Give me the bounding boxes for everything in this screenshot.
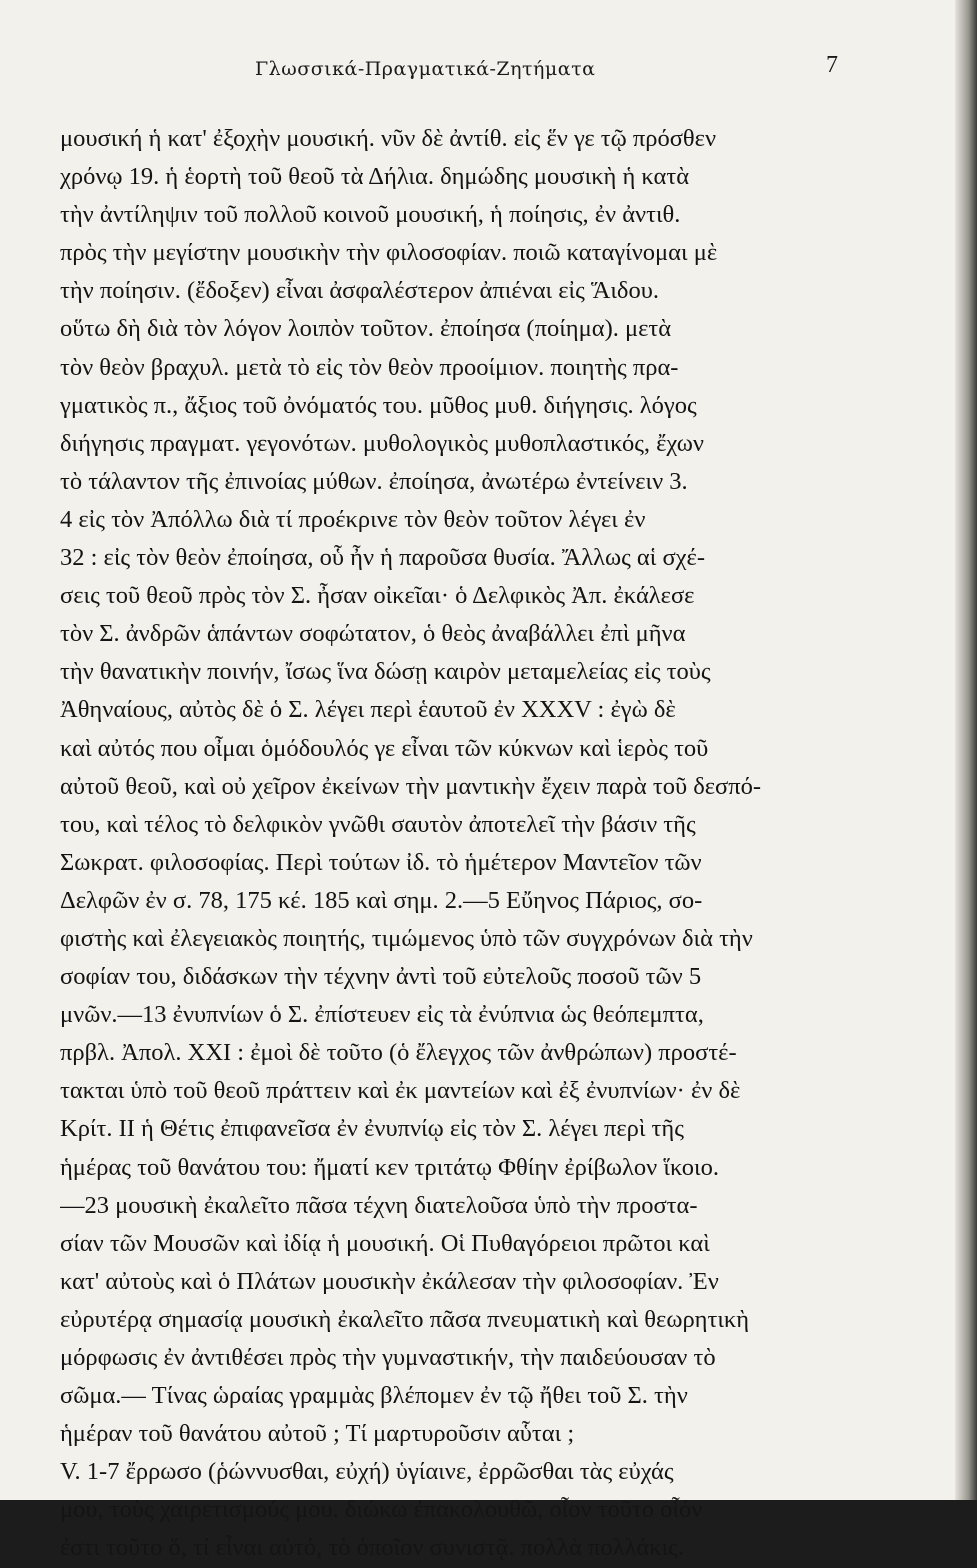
text-line: V. 1-7 ἔρρωσο (ῥώννυσθαι, εὐχή) ὑγίαινε, ἐρρῶσθαι τὰς εὐχάς bbox=[60, 1458, 674, 1486]
text-line: Ἀθηναίους, αὐτὸς δὲ ὁ Σ. λέγει περὶ ἑαυτοῦ ἐν XXXV : ἐγὼ δὲ bbox=[60, 696, 676, 724]
text-line: χρόνῳ 19. ἡ ἑορτὴ τοῦ θεοῦ τὰ Δήλια. δημώδης μουσικὴ ἡ κατὰ bbox=[60, 163, 690, 191]
text-line: διήγησις πραγματ. γεγονότων. μυθολογικὸς μυθοπλαστικός, ἔχων bbox=[60, 429, 704, 457]
page-edge-shadow bbox=[955, 0, 977, 1500]
text-line: τακται ὑπὸ τοῦ θεοῦ πράττειν καὶ ἐκ μαντείων καὶ ἐξ ἐνυπνίων· ἐν δὲ bbox=[60, 1077, 741, 1105]
page-number: 7 bbox=[826, 52, 838, 78]
text-line: ἡμέρας τοῦ θανάτου του: ἤματί κεν τριτάτῳ Φθίην ἐρίβωλον ἵκοιο. bbox=[60, 1153, 719, 1181]
text-line: κατ' αὐτοὺς καὶ ὁ Πλάτων μουσικὴν ἐκάλεσαν τὴν φιλοσοφίαν. Ἐν bbox=[60, 1267, 719, 1295]
running-title: Γλωσσικά-Πραγματικά-Ζητήματα bbox=[255, 58, 596, 80]
text-line: μουσική ἡ κατ' ἐξοχὴν μουσική. νῦν δὲ ἀντίθ. εἰς ἕν γε τῷ πρόσθεν bbox=[60, 125, 717, 152]
text-line: τὸν θεὸν βραχυλ. μετὰ τὸ εἰς τὸν θεὸν προοίμιον. ποιητὴς πρα- bbox=[60, 353, 679, 381]
text-line: αὐτοῦ θεοῦ, καὶ οὐ χεῖρον ἐκείνων τὴν μαντικὴν ἔχειν παρὰ τοῦ δεσπό- bbox=[60, 772, 762, 800]
text-line: τὴν ἀντίληψιν τοῦ πολλοῦ κοινοῦ μουσική, ἡ ποίησις, ἐν ἀντιθ. bbox=[60, 201, 681, 229]
text-line: οὕτω δὴ διὰ τὸν λόγον λοιπὸν τοῦτον. ἐποίησα (ποίημα). μετὰ bbox=[60, 315, 672, 343]
text-line: Κρίτ. II ἡ Θέτις ἐπιφανεῖσα ἐν ἐνυπνίῳ εἰς τὸν Σ. λέγει περὶ τῆς bbox=[60, 1115, 684, 1143]
text-line: σῶμα.— Τίνας ὡραίας γραμμὰς βλέπομεν ἐν τῷ ἤθει τοῦ Σ. τὴν bbox=[60, 1382, 688, 1410]
text-line: καὶ αὐτός που οἶμαι ὁμόδουλός γε εἶναι τῶν κύκνων καὶ ἱερὸς τοῦ bbox=[60, 734, 709, 762]
text-line: φιστὴς καὶ ἐλεγειακὸς ποιητής, τιμώμενος ὑπὸ τῶν συγχρόνων διὰ τὴν bbox=[60, 924, 753, 952]
text-line: μου, τοὺς χαιρετισμούς μου. διώκω ἐπακολουθῶ, οἷον τοῦτο οἷόν bbox=[60, 1496, 703, 1524]
text-line: σεις τοῦ θεοῦ πρὸς τὸν Σ. ἦσαν οἰκεῖαι· ὁ Δελφικὸς Ἀπ. ἐκάλεσε bbox=[60, 582, 695, 610]
commentary-text bbox=[60, 120, 855, 1568]
text-line: σοφίαν του, διδάσκων τὴν τέχνην ἀντὶ τοῦ εὐτελοῦς ποσοῦ τῶν 5 bbox=[60, 963, 702, 991]
text-line: τὸν Σ. ἀνδρῶν ἁπάντων σοφώτατον, ὁ θεὸς ἀναβάλλει ἐπὶ μῆνα bbox=[60, 620, 686, 648]
text-line: του, καὶ τέλος τὸ δελφικὸν γνῶθι σαυτὸν ἀποτελεῖ τὴν βάσιν τῆς bbox=[60, 810, 696, 838]
text-line: Σωκρατ. φιλοσοφίας. Περὶ τούτων ἰδ. τὸ ἡμέτερον Μαντεῖον τῶν bbox=[60, 848, 702, 876]
text-line: 4 εἰς τὸν Ἀπόλλω διὰ τί προέκρινε τὸν θεὸν τοῦτον λέγει ἐν bbox=[60, 505, 646, 533]
text-line: πρβλ. Ἀπολ. XXI : ἐμοὶ δὲ τοῦτο (ὁ ἔλεγχος τῶν ἀνθρώπων) προστέ- bbox=[60, 1039, 737, 1067]
text-line: —23 μουσικὴ ἐκαλεῖτο πᾶσα τέχνη διατελοῦσα ὑπὸ τὴν προστα- bbox=[60, 1191, 698, 1219]
text-line: σίαν τῶν Μουσῶν καὶ ἰδίᾳ ἡ μουσική. Οἱ Πυθαγόρειοι πρῶτοι καὶ bbox=[60, 1229, 710, 1257]
text-line: τὸ τάλαντον τῆς ἐπινοίας μύθων. ἐποίησα, ἀνωτέρω ἐντείνειν 3. bbox=[60, 467, 688, 495]
text-line: τὴν θανατικὴν ποινήν, ἴσως ἵνα δώσῃ καιρὸν μεταμελείας εἰς τοὺς bbox=[60, 658, 711, 686]
text-line: μνῶν.—13 ἐνυπνίων ὁ Σ. ἐπίστευεν εἰς τὰ ἐνύπνια ὡς θεόπεμπτα, bbox=[60, 1001, 704, 1029]
text-line: πρὸς τὴν μεγίστην μουσικὴν τὴν φιλοσοφίαν. ποιῶ καταγίνομαι μὲ bbox=[60, 239, 718, 267]
text-line: 32 : εἰς τὸν θεὸν ἐποίησα, οὗ ἦν ἡ παροῦσα θυσία. Ἄλλως αἱ σχέ- bbox=[60, 544, 706, 572]
text-line: ἐστι τοῦτο ὅ, τί εἶναι αὐτό, τὸ ὁποῖον συνιστᾷ. πολλὰ πολλάκις. bbox=[60, 1534, 684, 1562]
text-line: γματικὸς π., ἄξιος τοῦ ὀνόματός του. μῦθος μυθ. διήγησις. λόγος bbox=[60, 391, 697, 419]
text-line: εὐρυτέρᾳ σημασίᾳ μουσικὴ ἐκαλεῖτο πᾶσα πνευματικὴ καὶ θεωρητικὴ bbox=[60, 1305, 750, 1333]
text-line: Δελφῶν ἐν σ. 78, 175 κέ. 185 καὶ σημ. 2.—5 Εὔηνος Πάριος, σο- bbox=[60, 886, 703, 914]
text-line: ἡμέραν τοῦ θανάτου αὐτοῦ ; Τί μαρτυροῦσιν αὗται ; bbox=[60, 1420, 575, 1448]
text-line: μόρφωσις ἐν ἀντιθέσει πρὸς τὴν γυμναστικήν, τὴν παιδεύουσαν τὸ bbox=[60, 1344, 716, 1371]
text-line: τὴν ποίησιν. (ἔδοξεν) εἶναι ἀσφαλέστερον ἀπιέναι εἰς Ἅιδου. bbox=[60, 277, 659, 305]
